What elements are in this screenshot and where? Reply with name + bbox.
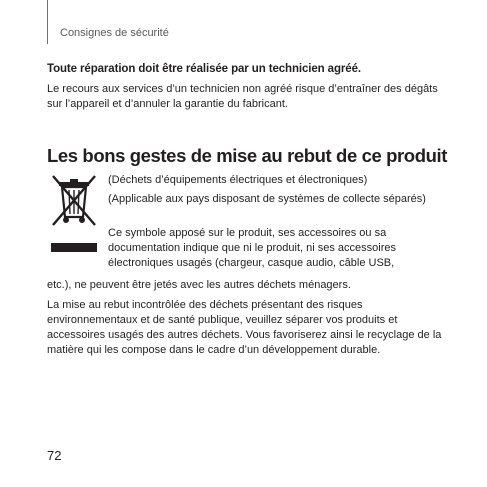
running-header: Consignes de sécurité [60,27,169,39]
weee-paragraph-3: Ce symbole apposé sur le produit, ses accessoires ou sa documentation indique que ni le produit, ni ses accessoires électroniques usagés (chargeur, casque audio, câble USB, [108,227,397,269]
weee-paragraph-2: (Applicable aux pays disposant de systèmes de collecte séparés) [108,193,426,205]
weee-paragraph-3-continued: etc.), ne peuvent être jetés avec les autres déchets ménagers. [47,279,351,291]
header-divider [47,0,48,44]
disposal-paragraph: La mise au rebut incontrôlée des déchets présentant des risques environnementaux et de santé publique, veuillez séparer vos produits et accessoires usagés des autres déchets. Vous favoriserez ainsi le recyclage de la matière qui les compose dans le cadre d’un développement durable. [47,299,442,356]
warning-title: Toute réparation doit être réalisée par un technicien agréé. [47,63,361,75]
disposal-section-title: Les bons gestes de mise au rebut de ce produit [47,145,448,166]
warning-body: Le recours aux services d’un technicien non agréé risque d’entraîner des dégâts sur l’appareil et d’annuler la garantie du fabricant. [47,83,438,110]
page-number: 72 [47,448,62,463]
weee-paragraph-1: (Déchets d’équipements électriques et électroniques) [108,174,368,186]
weee-crossed-bin-icon [50,173,98,259]
